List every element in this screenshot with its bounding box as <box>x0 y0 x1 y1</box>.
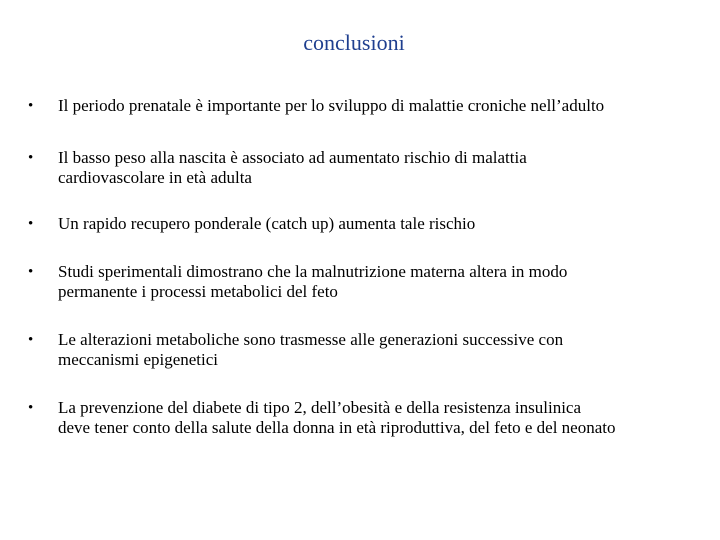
bullet-icon: • <box>28 400 34 416</box>
bullet-item <box>28 330 718 370</box>
bullet-text: La prevenzione del diabete di tipo 2, dell’obesità e della resistenza insulinica deve tener conto della salute della donna in età riproduttiva, del feto e del neonato <box>58 398 616 437</box>
slide-title: conclusioni <box>303 30 405 55</box>
bullet-text: Il periodo prenatale è importante per lo sviluppo di malattie croniche nell’adulto <box>58 96 605 115</box>
bullet-icon: • <box>28 332 34 348</box>
bullet-icon: • <box>28 98 34 114</box>
bullet-icon: • <box>28 216 34 232</box>
bullet-item <box>28 262 718 302</box>
bullet-text: Un rapido recupero ponderale (catch up) aumenta tale rischio <box>58 214 476 233</box>
bullet-item <box>28 398 718 438</box>
bullet-item <box>28 148 718 188</box>
bullet-text: Studi sperimentali dimostrano che la malnutrizione materna altera in modo permanente i processi metabolici del feto <box>58 262 568 301</box>
bullet-icon: • <box>28 264 34 280</box>
bullet-item <box>28 214 718 234</box>
bullet-text: Il basso peso alla nascita è associato ad aumentato rischio di malattia cardiovascolare in età adulta <box>58 148 527 187</box>
bullet-icon: • <box>28 150 34 166</box>
bullet-text: Le alterazioni metaboliche sono trasmesse alle generazioni successive con meccanismi epigenetici <box>58 330 564 369</box>
bullet-item <box>28 96 718 116</box>
